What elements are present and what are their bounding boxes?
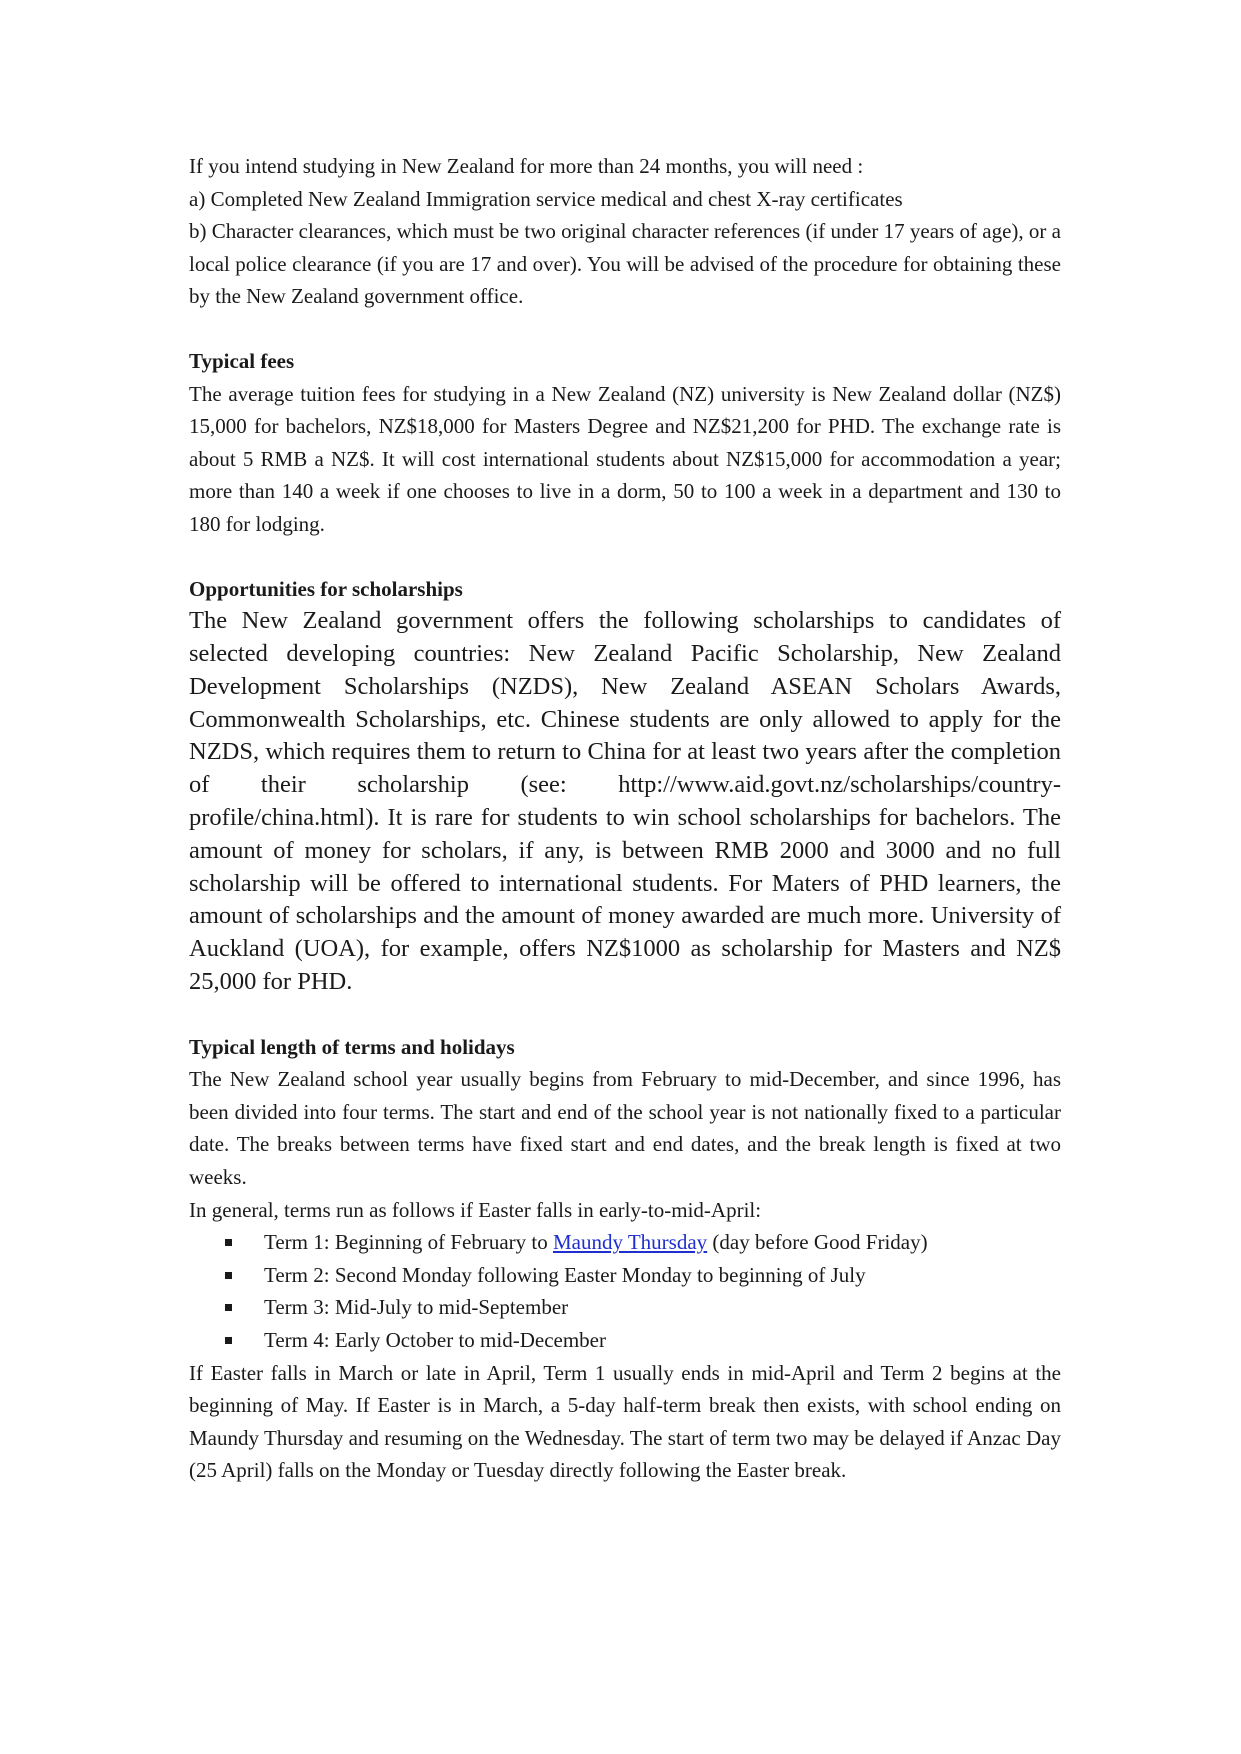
requirement-b: b) Character clearances, which must be two original character references (if under 17 years of age), or a local police clearance (if you are 17 and over). You will be advised of the procedure for obtaining these by the New Zealand government office. [189, 219, 1061, 309]
term3-text: Term 3: Mid-July to mid-September [264, 1295, 569, 1320]
scholarships-heading: Opportunities for scholarships [189, 576, 463, 601]
list-item [189, 1259, 1061, 1292]
terms-closing-paragraph: If Easter falls in March or late in April, Term 1 usually ends in mid-April and Term 2 begins at the beginning of May. If Easter is in March, a 5-day half-term break then exists, with school ending on Maundy Thursday and resuming on the Wednesday. The start of term two may be delayed if Anzac Day (25 April) falls on the Monday or Tuesday directly following the Easter break. [189, 1360, 1061, 1483]
requirement-a: a) Completed New Zealand Immigration service medical and chest X-ray certificates [189, 186, 903, 211]
term4-text: Term 4: Early October to mid-December [264, 1328, 606, 1353]
term1-text: Term 1: Beginning of February to [264, 1230, 553, 1255]
bullet-square-icon [225, 1272, 232, 1279]
terms-paragraph: The New Zealand school year usually begins from February to mid-December, and since 1996, has been divided into four terms. The start and end of the school year is not nationally fixed to a particular date. The breaks between terms have fixed start and end dates, and the break length is fixed at two weeks. [189, 1067, 1061, 1190]
list-item [189, 1291, 1061, 1324]
terms-list [189, 1226, 1061, 1356]
fees-paragraph: The average tuition fees for studying in a New Zealand (NZ) university is New Zealand dollar (NZ$) 15,000 for bachelors, NZ$18,000 for Masters Degree and NZ$21,200 for PHD. The exchange rate is about 5 RMB a NZ$. It will cost international students about NZ$15,000 for accommodation a year; more than 140 a week if one chooses to live in a dorm, 50 to 100 a week in a department and 130 to 180 for lodging. [189, 381, 1061, 536]
scholarships-text-part2: http://www.aid.govt.nz/scholarships/country-profile/china.html). It is rare for students to win school scholarships for bachelors. The amount of money for scholars, if any, is between RMB 2000 and 3000 and no full scholarship will be offered to international students. For Maters of PHD learners, the amount of scholarships and the amount of money awarded are much more. University of Auckland (UOA), for example, offers NZ$1000 as scholarship for Masters and NZ$ 25,000 for PHD. [189, 771, 1061, 995]
bullet-square-icon [225, 1239, 232, 1246]
terms-general-line: In general, terms run as follows if Easter falls in early-to-mid-April: [189, 1197, 762, 1222]
scholarships-paragraph [189, 605, 1061, 999]
term2-text: Term 2: Second Monday following Easter Monday to beginning of July [264, 1262, 866, 1287]
document-page [189, 150, 1061, 1487]
bullet-square-icon [225, 1337, 232, 1344]
intro-line: If you intend studying in New Zealand for more than 24 months, you will need : [189, 154, 864, 178]
bullet-square-icon [225, 1304, 232, 1311]
term1-suffix: (day before Good Friday) [707, 1230, 928, 1255]
list-item [189, 1324, 1061, 1357]
maundy-thursday-link[interactable]: Maundy Thursday [552, 1230, 708, 1255]
scholarships-text-part1: The New Zealand government offers the following scholarships to candidates of selected developing countries: New Zealand Pacific Scholarship, New Zealand Development Scholarships (NZDS), New Zealand ASEAN Scholars Awards, Commonwealth Scholarships, etc. Chinese students are only allowed to apply for the NZDS, which requires them to return to China for at least two years after the completion of their scholarship (see: [189, 607, 1061, 799]
terms-heading: Typical length of terms and holidays [189, 1034, 515, 1059]
list-item [189, 1226, 1061, 1259]
fees-heading: Typical fees [189, 348, 295, 373]
